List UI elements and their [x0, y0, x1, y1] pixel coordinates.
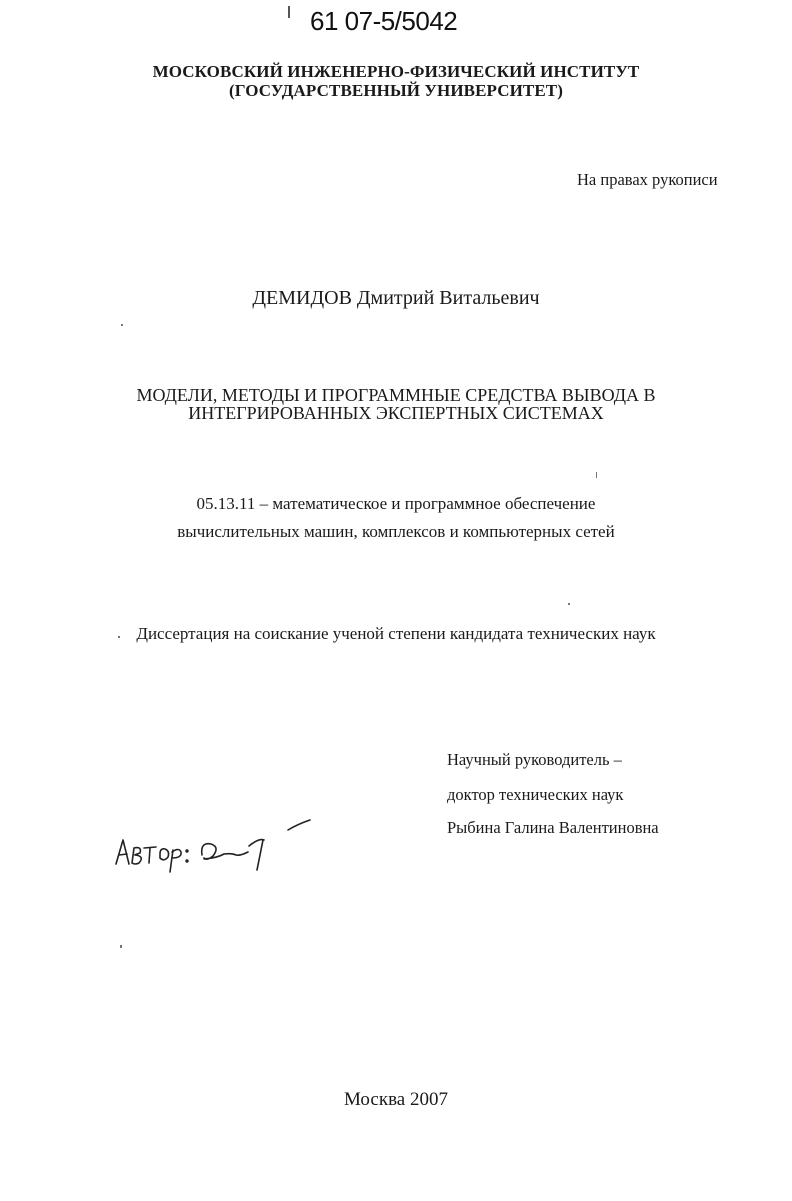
manuscript-rights-note: На правах рукописи: [577, 170, 718, 189]
scan-speck: [121, 324, 123, 326]
city-year: Москва 2007: [344, 1089, 448, 1110]
scan-speck: [568, 603, 570, 605]
scan-speck: [596, 472, 597, 478]
margin-mark: [288, 6, 290, 18]
scan-speck: [120, 945, 122, 948]
institute-name: МОСКОВСКИЙ ИНЖЕНЕРНО-ФИЗИЧЕСКИЙ ИНСТИТУТ: [152, 62, 640, 81]
archive-stamp: 61 07-5/5042: [310, 6, 458, 36]
institute-subtitle: (ГОСУДАРСТВЕННЫЙ УНИВЕРСИТЕТ): [228, 81, 564, 100]
thesis-title-line-2: ИНТЕГРИРОВАННЫХ ЭКСПЕРТНЫХ СИСТЕМАХ: [188, 403, 604, 423]
supervisor-degree: доктор технических наук: [447, 785, 624, 804]
specialty-code-line-2: вычислительных машин, комплексов и компьютерных сетей: [177, 522, 615, 541]
scan-speck: [118, 636, 120, 638]
specialty-code-line-1: 05.13.11 – математическое и программное обеспечение: [196, 494, 596, 513]
thesis-title-line-1: МОДЕЛИ, МЕТОДЫ И ПРОГРАММНЫЕ СРЕДСТВА ВЫВОДА В: [136, 385, 656, 405]
author-name: ДЕМИДОВ Дмитрий Витальевич: [252, 287, 540, 309]
supervisor-role: Научный руководитель –: [447, 750, 622, 769]
degree-statement: Диссертация на соискание ученой степени кандидата технических наук: [136, 624, 656, 643]
author-signature: [112, 818, 322, 888]
supervisor-name: Рыбина Галина Валентиновна: [447, 818, 659, 837]
